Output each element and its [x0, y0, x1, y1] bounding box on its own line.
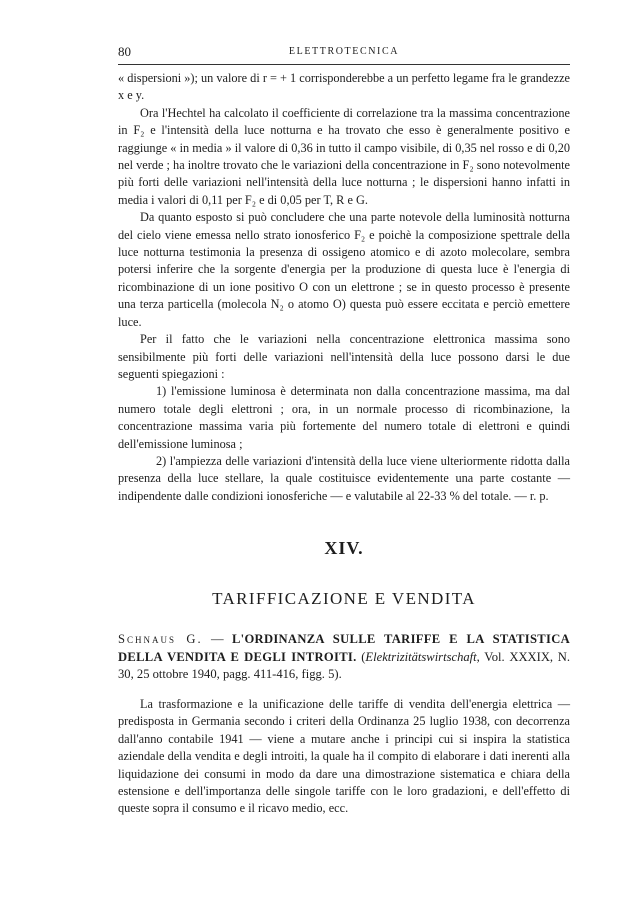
- journal-name: Elektrizitätswirtschaft: [365, 649, 477, 664]
- explanation-1: 1) l'emissione luminosa è determinata non dalla concentrazione massima, ma dal numero totale degli elettroni ; ora, in un normale processo di ricombinazione, la concentrazione massima varia più fortemente del numero totale di elettroni e quindi dell'emissione luminosa ;: [118, 384, 570, 451]
- chapter-heading: [118, 538, 570, 609]
- author-name: Schnaus G.: [118, 632, 203, 646]
- article-title: L'ORDINANZA SULLE TARIFFE E LA STATISTICA DELLA VENDITA E DEGLI INTROITI.: [118, 632, 570, 664]
- explanation-2: 2) l'ampiezza delle variazioni d'intensità della luce viene ulteriormente ridotta dalla presenza della luce stellare, la quale costituisce evidentemente una parte costante — indipendente dalle condizioni ionosferiche — e valutabile al 22-33 % del totale. — r. p.: [118, 453, 570, 503]
- paragraph-2: Da quanto esposto si può concludere che una parte notevole della luminosità notturna del cielo viene emessa nello strato ionosferico F₂ e poichè la composizione spettrale della luce notturna testimonia la presenza di ossigeno atomico e di azoto molecolare, sembra potersi inferire che la sorgente d'energia per la produzione di questa luce è l'energia di ricombinazione di un ione positivo O con un elettrone ; se in questo processo è presente una terza particella (molecola N₂ o atomo O) questa può essere eccitata e perciò emettere luce.: [118, 210, 570, 329]
- citation-details: , Vol. XXXIX, N. 30, 25 ottobre 1940, pagg. 411-416, figg. 5).: [118, 649, 570, 682]
- running-head: ELETTROTECNICA: [288, 46, 400, 57]
- paragraph-0: « dispersioni »); un valore di r = + 1 corrisponderebbe a un perfetto legame fra le grandezze x e y.: [118, 71, 570, 103]
- chapter-number: XIV.: [324, 538, 364, 558]
- page-number: 80: [118, 44, 131, 59]
- article-abstract: [118, 696, 570, 818]
- article-continuation: [118, 70, 570, 505]
- abstract-paragraph: La trasformazione e la unificazione delle tariffe di vendita dell'energia elettrica — predisposta in Germania secondo i criteri della Ordinanza 25 luglio 1938, con decorrenza dall'anno contabile 1941 — viene a mutare anche i principi cui si inspira la statistica aziendale della vendita e degli introiti, la quale ha il compito di elaborare i dati inerenti alla liquidazione dei consumi in modo da dare una dimostrazione sistematica e chiara della estensione e dell'importanza delle singole tariffe con le loro gradazioni, e dell'effetto di queste sopra il consumo e il ricavo medio, ecc.: [118, 697, 570, 816]
- header-rule: [118, 64, 570, 65]
- paragraph-3: Per il fatto che le variazioni nella concentrazione elettronica massima sono sensibilmente più forti delle variazioni nell'intensità della luce possono darsi le due seguenti spiegazioni :: [118, 332, 570, 381]
- paragraph-1: Ora l'Hechtel ha calcolato il coefficiente di correlazione tra la massima concentrazione in F₂ e l'intensità della luce notturna e ha trovato che esso è generalmente positivo e raggiunge « in media » il valore di 0,36 in tutto il campo visibile, di 0,35 nel rosso e di 0,20 nel verde ; ha inoltre trovato che le variazioni della concentrazione in F₂ sono notevolmente più forti delle variazioni nell'intensità della luce notturna ; le dispersioni hanno infatti in media i valori di 0,11 per F₂ e di 0,05 per T, R e G.: [118, 105, 570, 207]
- page-header: [118, 44, 570, 62]
- bibliographic-entry: [118, 631, 570, 684]
- chapter-title: TARIFFICAZIONE E VENDITA: [212, 589, 476, 608]
- citation-dash: —: [202, 632, 232, 646]
- citation: Schnaus G. — L'ORDINANZA SULLE TARIFFE E LA STATISTICA DELLA VENDITA E DEGLI INTROITI. (Elektrizitätswirtschaft, Vol. XXXIX, N. 30, 25 ottobre 1940, pagg. 411-416, figg. 5).: [118, 632, 570, 682]
